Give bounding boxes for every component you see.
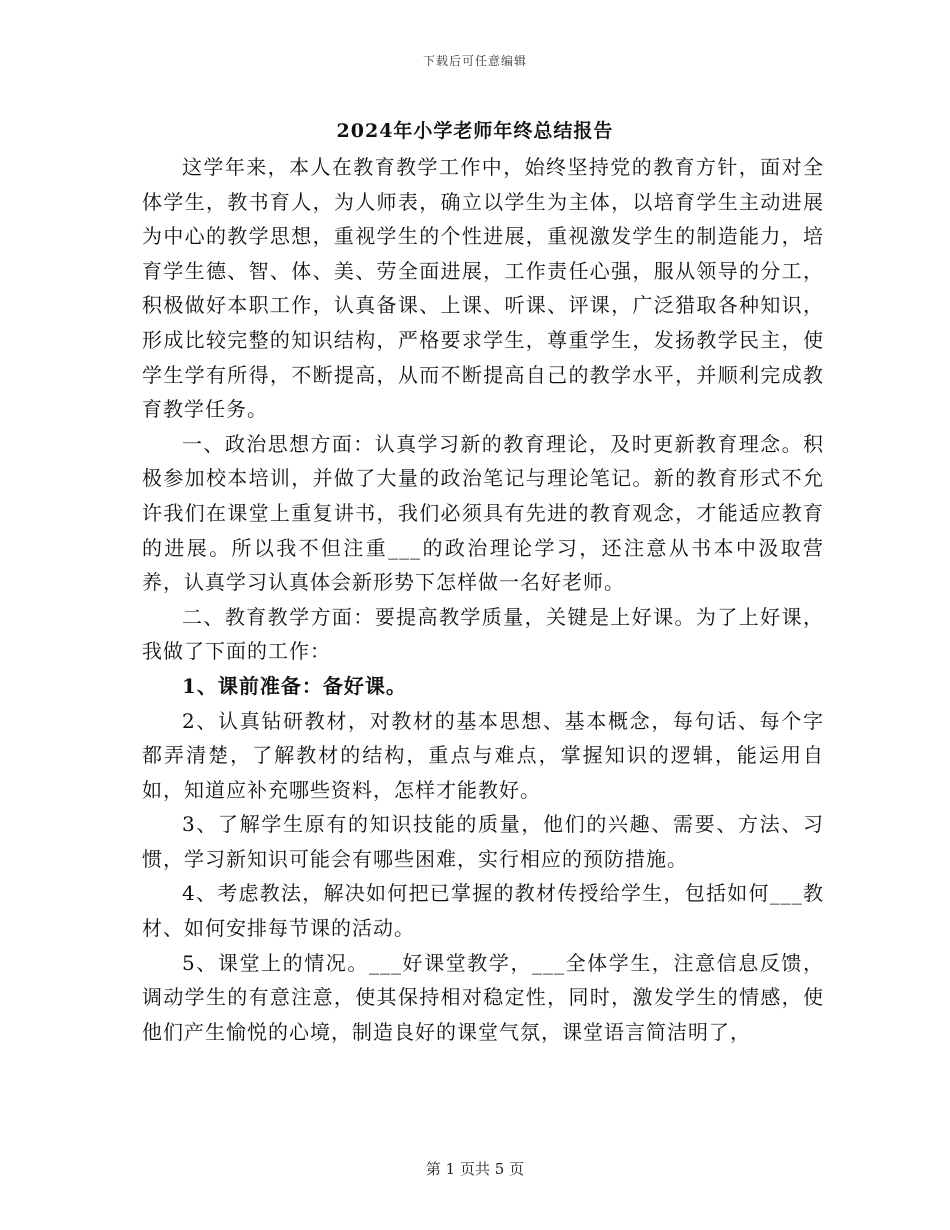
paragraph-item-2: 2、认真钻研教材，对教材的基本思想、基本概念，每句话、每个字都弄清楚，了解教材的结构，重点与难点，掌握知识的逻辑，能运用自如，知道应补充哪些资料，怎样才能教好。 — [142, 708, 824, 802]
page-footer: 第 1 页共 5 页 — [425, 1160, 525, 1178]
paragraph-item-4: 4、考虑教法，解决如何把已掌握的教材传授给学生，包括如何___教材、如何安排每节课的活动。 — [142, 881, 824, 941]
document-title: 2024年小学老师年终总结报告 — [336, 120, 614, 142]
paragraph-item-5: 5、课堂上的情况。___好课堂教学，___全体学生，注意信息反馈，调动学生的有意注意，使其保持相对稳定性，同时，激发学生的情感，使他们产生愉悦的心境，制造良好的课堂气氛，课堂语言简洁明了， — [142, 950, 824, 1044]
header-note: 下载后可任意编辑 — [422, 54, 527, 68]
document-body — [142, 150, 824, 1049]
paragraph-intro: 这学年来，本人在教育教学工作中，始终坚持党的教育方针，面对全体学生，教书育人，为人师表，确立以学生为主体，以培育学生主动进展为中心的教学思想，重视学生的个性进展，重视激发学生的制造能力，培育学生德、智、体、美、劳全面进展，工作责任心强，服从领导的分工，积极做好本职工作，认真备课、上课、听课、评课，广泛猎取各种知识，形成比较完整的知识结构，严格要求学生，尊重学生，发扬教学民主，使学生学有所得，不断提高，从而不断提高自己的教学水平，并顺利完成教育教学任务。 — [142, 155, 824, 422]
paragraph-item-3: 3、了解学生原有的知识技能的质量，他们的兴趣、需要、方法、习惯，学习新知识可能会有哪些困难，实行相应的预防措施。 — [142, 812, 824, 871]
paragraph-teaching: 二、教育教学方面：要提高教学质量，关键是上好课。为了上好课，我做了下面的工作： — [142, 604, 824, 664]
paragraph-political: 一、政治思想方面：认真学习新的教育理论，及时更新教育理念。积极参加校本培训，并做了大量的政治笔记与理论笔记。新的教育形式不允许我们在课堂上重复讲书，我们必须具有先进的教育观念，才能适应教育的进展。所以我不但注重___的政治理论学习，还注意从书本中汲取营养，认真学习认真体会新形势下怎样做一名好老师。 — [142, 431, 824, 595]
paragraph-heading-preparation: 1、课前准备：备好课。 — [182, 673, 407, 698]
